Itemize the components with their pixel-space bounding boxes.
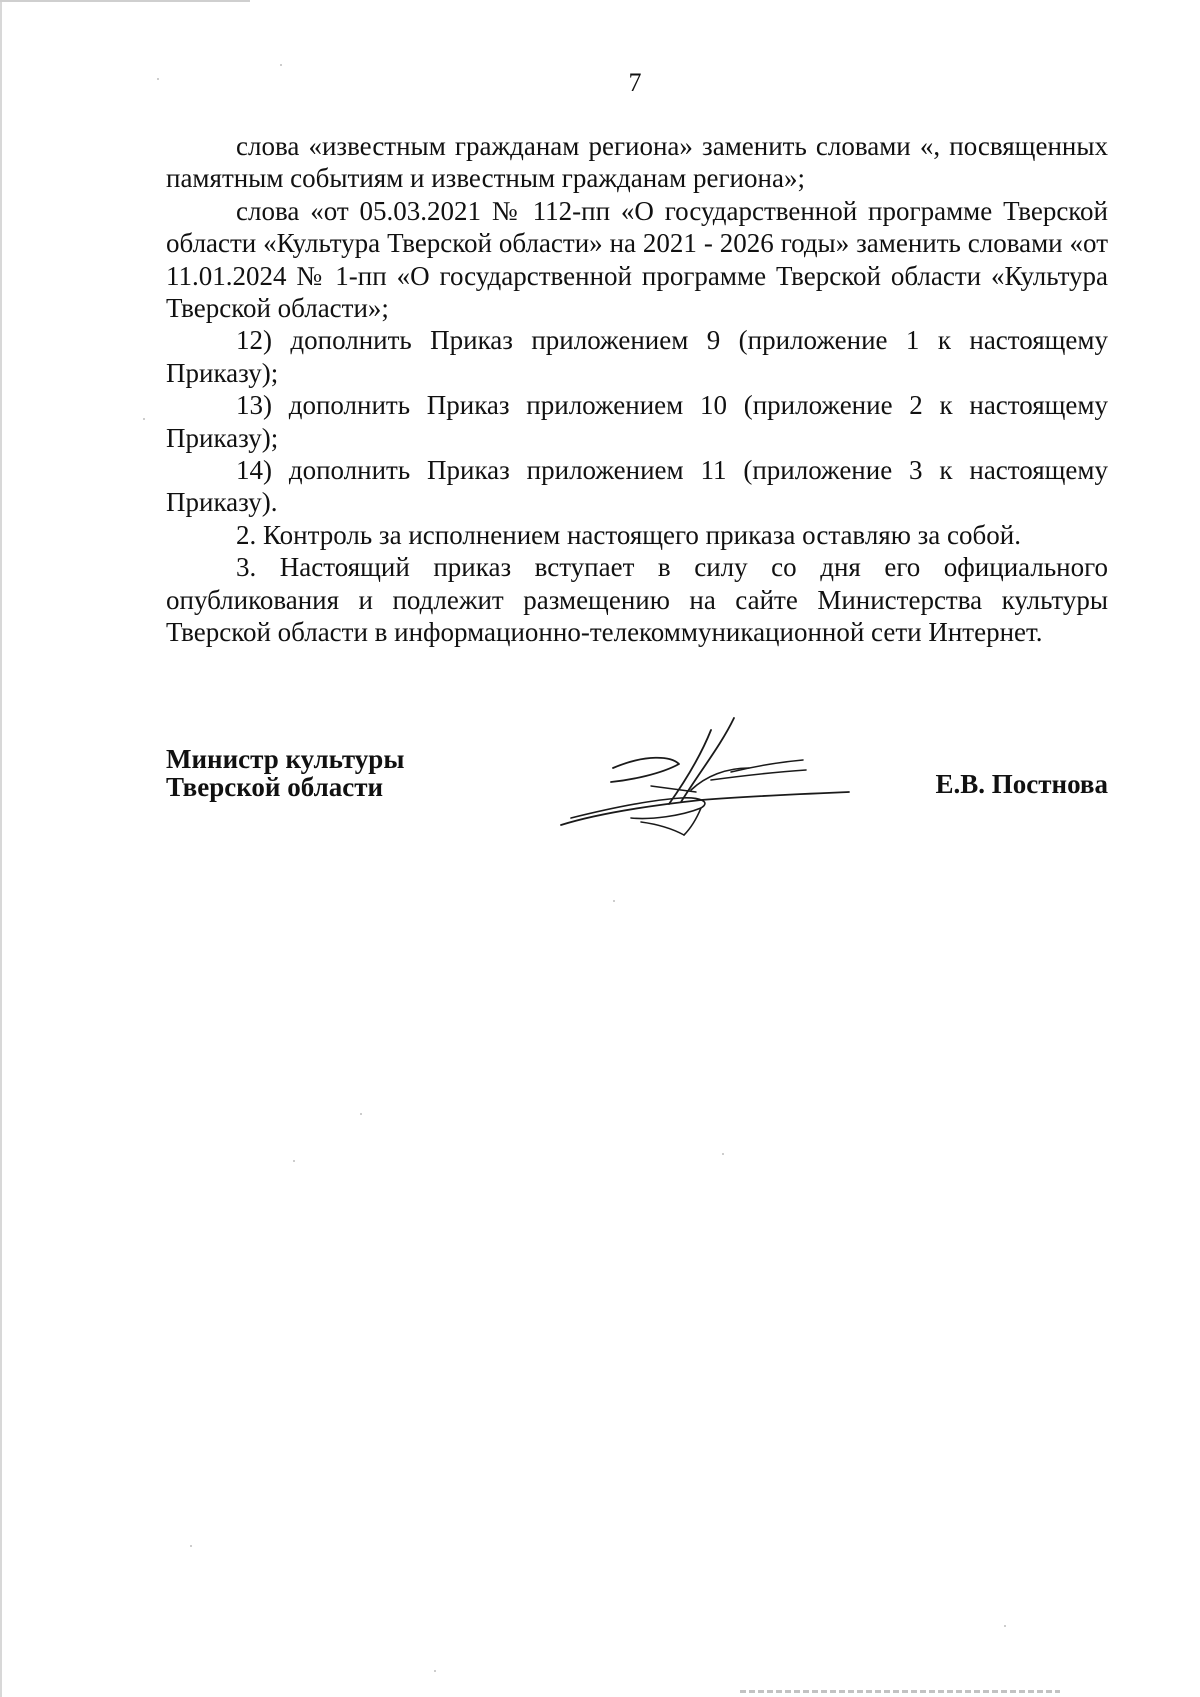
scan-edge-left — [0, 0, 2, 1697]
scan-speck — [157, 78, 159, 80]
scan-speck — [143, 418, 145, 420]
scan-edge-top — [0, 0, 250, 2]
page-number: 7 — [628, 68, 642, 97]
scan-speck — [1004, 1625, 1006, 1627]
signer-position-line2: Тверской области — [166, 772, 384, 802]
paragraph-item-14: 14) дополнить Приказ приложением 11 (приложение 3 к настоящему Приказу). — [166, 455, 1108, 518]
signer-position — [166, 745, 404, 801]
paragraph-item-13: 13) дополнить Приказ приложением 10 (приложение 2 к настоящему Приказу); — [166, 390, 1108, 453]
document-body — [166, 130, 1108, 649]
signer-name: Е.В. Постнова — [935, 769, 1108, 799]
paragraph-replace-words-2: слова «от 05.03.2021 № 112-пп «О государственной программе Тверской области «Культура Тверской области» на 2021 - 2026 годы» заменить словами «от 11.01.2024 № 1-пп «О государственной программе Тверской области «Культура Тверской области»; — [166, 195, 1108, 324]
scan-speck — [613, 900, 615, 902]
scan-speck — [434, 1670, 436, 1672]
paragraph-control: 2. Контроль за исполнением настоящего приказа оставляю за собой. — [236, 519, 1021, 550]
scan-speck — [360, 1113, 362, 1115]
scan-speck — [293, 1160, 295, 1162]
signer-position-line1: Министр культуры — [166, 744, 405, 774]
scan-speck — [280, 64, 282, 66]
paragraph-replace-words-1: слова «известным гражданам региона» заменить словами «, посвященных памятным событиям и известным гражданам региона»; — [166, 131, 1108, 194]
scan-edge-bottom — [740, 1690, 1060, 1693]
scan-speck — [190, 1545, 192, 1547]
paragraph-effective-date: 3. Настоящий приказ вступает в силу со дня его официального опубликования и подлежит размещению на сайте Министерства культуры Тверской области в информационно-телекоммуникационной сети Интернет. — [166, 552, 1108, 648]
handwritten-signature — [551, 710, 851, 840]
paragraph-item-12: 12) дополнить Приказ приложением 9 (приложение 1 к настоящему Приказу); — [166, 325, 1108, 388]
scan-speck — [722, 1153, 724, 1155]
signature-block — [166, 745, 1108, 865]
